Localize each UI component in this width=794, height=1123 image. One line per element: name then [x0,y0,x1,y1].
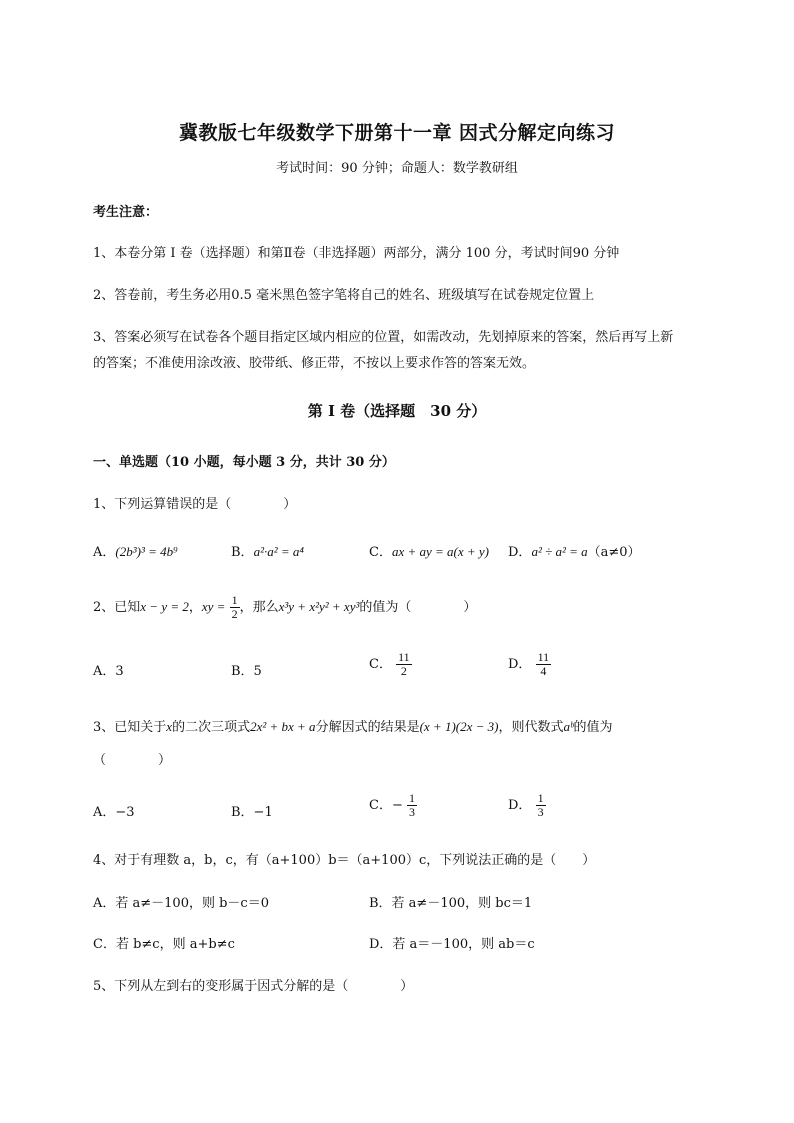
q2-option-d-denominator: 4 [540,664,547,678]
q2-option-d-numerator: 11 [537,650,550,664]
q2-option-a[interactable]: A．3 [93,664,124,679]
part-heading: 一、单选题（10 小题，每小题 3 分，共计 30 分） [93,455,395,470]
q2-option-c[interactable] [369,651,412,678]
q2-option-d[interactable] [508,651,551,678]
q3-stem-post: 的值为 [573,720,613,735]
q1-option-d[interactable] [508,541,641,560]
q2-condition-2-lhs: xy = [201,599,226,614]
q1-option-a[interactable] [93,541,178,560]
q1-option-d-label: D． [508,545,532,560]
q3-variable: x [166,719,173,734]
q3-stem-mid-2: 分解因式的结果是 [315,720,420,735]
q3-factored-form: (x + 1)(2x − 3) [419,719,499,734]
q2-option-c-fraction [396,651,412,678]
q3-stem-mid-3: ，则代数式 [498,720,564,735]
exam-info: 考试时间：90 分钟；命题人：数学教研组 [276,161,518,176]
q3-stem-pre: 3、已知关于 [93,720,167,735]
q1-option-c-label: C． [369,545,392,560]
q3-option-d[interactable] [508,792,546,819]
q3-option-d-numerator: 1 [537,791,544,805]
q1-option-b-label: B． [231,545,254,560]
q3-option-c-numerator: 1 [408,791,415,805]
question-3-stem [93,716,613,735]
question-1-stem: 1、下列运算错误的是（ ） [93,497,297,512]
notice-item-1: 1、本卷分第 I 卷（选择题）和第Ⅱ卷（非选择题）两部分，满分 100 分，考试时间90 分钟 [93,246,620,261]
q2-option-b[interactable]: B．5 [231,664,262,679]
q3-stem-mid-1: 的二次三项式 [172,720,251,735]
page-title: 冀教版七年级数学下册第十一章 因式分解定向练习 [178,122,616,144]
q3-option-c-denominator: 3 [408,805,415,819]
q2-option-d-label: D． [508,657,532,672]
q3-option-d-label: D． [508,798,532,813]
q2-separator: ， [188,600,202,615]
notice-item-3-line-2: 的答案；不准使用涂改液、胶带纸、修正带，不按以上要求作答的答案无效。 [93,356,536,371]
q3-option-d-denominator: 3 [537,805,544,819]
q2-option-d-fraction [536,651,552,678]
question-2-stem [93,594,476,621]
q2-option-c-label: C． [369,657,392,672]
q4-option-c[interactable]: C．若 b≠c，则 a+b≠c [93,937,235,952]
q3-option-c-label: C．− [369,798,403,813]
q4-option-b[interactable]: B．若 a≠－100，则 bc＝1 [369,896,533,911]
notice-item-2: 2、答卷前，考生务必用0.5 毫米黑色签字笔将自己的姓名、班级填写在试卷规定位置上 [93,288,595,303]
notice-heading: 考生注意： [93,205,159,220]
q2-stem-post: 的值为（ ） [359,600,477,615]
q2-condition-2-fraction [230,594,240,621]
q1-option-b-math: a²·a² = a⁴ [253,544,304,559]
q3-power-expression: aᵇ [563,719,574,734]
q2-option-c-numerator: 11 [398,650,410,664]
q3-option-b[interactable]: B．−1 [231,805,273,820]
q4-option-d[interactable]: D．若 a＝－100，则 ab＝c [369,937,535,952]
q2-fraction-denominator: 2 [231,607,238,621]
q3-option-a[interactable]: A．−3 [93,805,135,820]
q4-option-a[interactable]: A．若 a≠－100，则 b－c＝0 [93,896,269,911]
notice-item-3-line-1: 3、答案必须写在试卷各个题目指定区域内相应的位置，如需改动，先划掉原来的答案，然后再写上新 [93,330,674,345]
q2-condition-1: x − y = 2 [140,599,189,614]
q2-stem-mid: ，那么 [239,600,279,615]
q1-option-d-condition: （a≠0） [587,545,641,560]
q1-option-a-math: (2b³)³ = 4b⁹ [115,544,178,559]
question-4-stem: 4、对于有理数 a，b，c，有（a+100）b＝（a+100）c，下列说法正确的是（ ） [93,853,596,868]
q1-option-d-math: a² ÷ a² = a [531,544,588,559]
q3-answer-blank: （ ） [93,753,172,768]
q3-polynomial: 2x² + bx + a [250,719,316,734]
q2-stem-pre: 2、已知 [93,600,141,615]
q3-option-d-fraction [536,792,546,819]
question-5-stem: 5、下列从左到右的变形属于因式分解的是（ ） [93,979,414,994]
q2-fraction-numerator: 1 [231,593,238,607]
q3-option-c-fraction [407,792,417,819]
q3-option-c[interactable] [369,792,417,819]
q2-expression: x³y + x²y² + xy³ [278,599,360,614]
section-title: 第 I 卷（选择题 30 分） [307,402,487,420]
q2-option-c-denominator: 2 [400,664,407,678]
q1-option-a-label: A． [93,545,116,560]
q1-option-c-math: ax + ay = a(x + y) [391,544,490,559]
q1-option-b[interactable] [231,541,304,560]
q1-option-c[interactable] [369,541,489,560]
